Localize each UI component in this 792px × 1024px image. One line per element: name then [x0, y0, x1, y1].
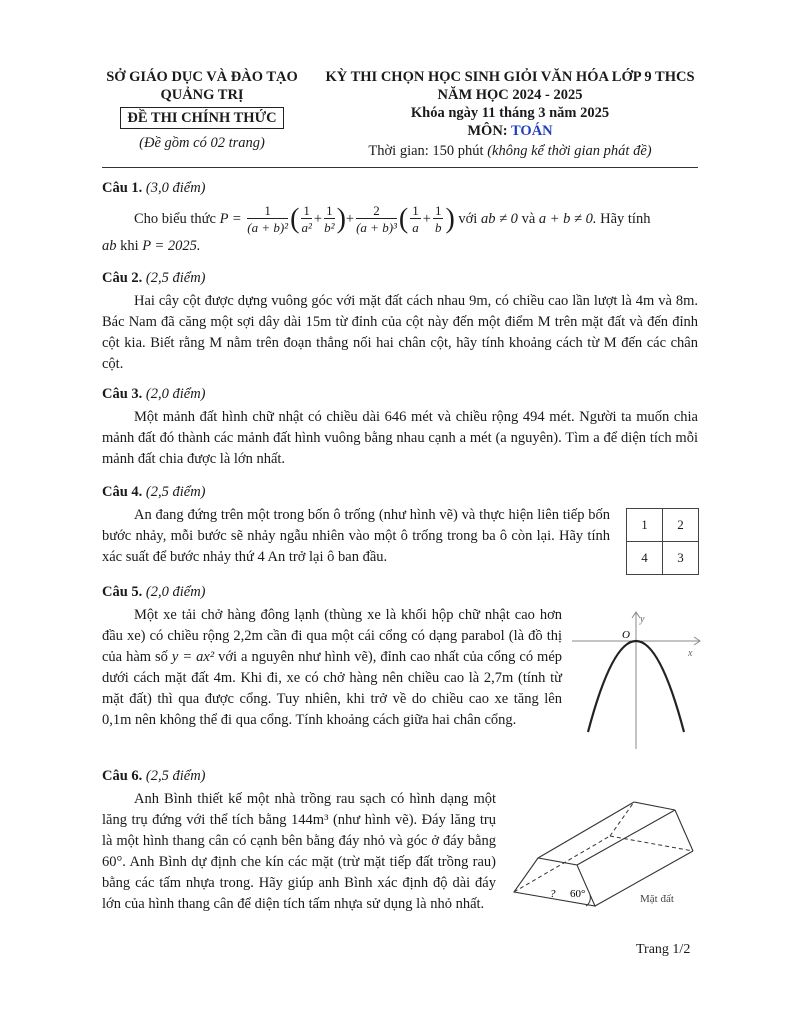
time-label: Thời gian: 150 phút	[368, 143, 484, 159]
time-line	[310, 142, 710, 160]
jump-grid	[626, 508, 699, 575]
subject-line	[310, 122, 710, 140]
question-heading	[102, 270, 698, 287]
question-points: (2,5 điểm)	[145, 768, 206, 784]
x-axis-label: x	[688, 648, 693, 659]
prism-edge	[577, 810, 675, 865]
question-3	[102, 386, 698, 470]
question-5	[102, 584, 562, 731]
prism-figure	[500, 785, 710, 920]
question-number: Câu 6.	[102, 768, 143, 784]
question-heading	[102, 386, 698, 403]
exam-date: Khóa ngày 11 tháng 3 năm 2025	[410, 105, 610, 121]
origin-label: O	[622, 629, 630, 641]
question-heading	[102, 484, 698, 501]
subject-name: TOÁN	[511, 123, 553, 139]
grid-cell: 4	[627, 542, 663, 575]
header-divider	[102, 167, 698, 168]
question-number: Câu 5.	[102, 584, 143, 600]
hidden-edge	[610, 802, 634, 836]
question-6	[102, 768, 496, 915]
task-tail: Hãy tính	[600, 210, 651, 227]
question-points: (3,0 điểm)	[145, 180, 206, 196]
fraction: $\frac{2}{\text{(a + b)³}}$	[356, 203, 397, 235]
question-heading	[102, 584, 562, 601]
formula-intro: Cho biểu thức	[134, 210, 216, 227]
question-text: Hai cây cột được dựng vuông góc với mặt đất cách nhau 9m, có chiều cao lần lượt là 4m và 8m. Bác Nam đã căng một sợi dây dài 15m từ đỉnh của cột này đến một điểm M trên mặt đất và đến đỉnh cột kia. Biết rằng M nằm trên đoạn thẳng nối hai chân cột, hãy tính khoảng cách từ M đến các chân cột.	[102, 293, 698, 372]
question-text: Một mảnh đất hình chữ nhật có chiều dài 646 mét và chiều rộng 494 mét. Người ta muốn chia mảnh đất đó thành các mảnh đất hình vuông bằng nhau cạnh a mét (a nguyên). Tìm a để diện tích mỗi mảnh đất chia được là lớn nhất.	[102, 409, 698, 467]
condition-2: a + b ≠ 0.	[538, 210, 597, 227]
exam-title: KỲ THI CHỌN HỌC SINH GIỎI VĂN HÓA LỚP 9 THCS	[325, 69, 695, 85]
question-number: Câu 2.	[102, 270, 143, 286]
question-text: An đang đứng trên một trong bốn ô trống (như hình vẽ) và thực hiện liên tiếp bốn bước nhảy, mỗi bước sẽ nhảy ngẫu nhiên vào một ô trống trong ba ô còn lại. Hãy tính xác suất để bước nhảy thứ 4 An trở lại ô ban đầu.	[102, 507, 610, 565]
question-number: Câu 3.	[102, 386, 143, 402]
hidden-edge	[610, 836, 693, 851]
pages-note: (Đề gồm có 02 trang)	[139, 135, 265, 151]
fraction: $\frac{1}{a}$	[412, 203, 419, 235]
header-right	[310, 68, 710, 160]
condition-1: ab ≠ 0	[480, 210, 518, 227]
grid-cell: 3	[663, 542, 699, 575]
task-word: khi	[120, 238, 139, 254]
formula-line: Cho biểu thức P = $\frac{1}{\text{(a + b)²}}$ ( $\frac{1}{\text{a²}}$ + $\frac{1}{\text{b²}}$ )+ $\frac{2}{\text{(a + b)³}}$ ( $\frac{1}{a}$ + $\frac{1}{b}$ ) với ab ≠ 0 và a + b ≠ 0. Hãy tính	[134, 203, 651, 235]
question-points: (2,0 điểm)	[145, 386, 206, 402]
unknown-base-label: ?	[550, 888, 556, 900]
header-left	[92, 68, 312, 152]
prism-edge	[675, 810, 693, 851]
question-points: (2,5 điểm)	[145, 484, 206, 500]
parabola-figure	[572, 604, 712, 754]
fraction: $\frac{1}{\text{a²}}$	[301, 203, 312, 235]
task-line	[102, 238, 698, 255]
y-axis-label: y	[640, 614, 645, 625]
department-name: SỞ GIÁO DỤC VÀ ĐÀO TẠO	[106, 69, 298, 85]
question-text: Một xe tải chở hàng đông lạnh (thùng xe là khối hộp chữ nhật cao hơn đầu xe) có chiều rộng 2,2m cần đi qua một cái cổng có dạng parabol (là đồ thị của hàm số y = ax² với a nguyên như hình vẽ), đỉnh cao nhất của cổng có mép dưới cách mặt đất 4m. Khi đi, xe có chở hàng nên chiều cao là 2,7m (tính từ mặt đất) thì qua được cổng. Tuy nhiên, khi trở về do chiều cao xe tăng lên 0,1m nên không thể đi qua cổng. Tính khoảng cách giữa hai chân cổng.	[102, 607, 563, 728]
prism-edge	[634, 802, 675, 810]
question-2	[102, 270, 698, 375]
question-text: Anh Bình thiết kế một nhà trồng rau sạch có hình dạng một lăng trụ đứng với thể tích bằng 144m³ (như hình vẽ). Đáy lăng trụ là một hình thang cân có cạnh bên bằng đáy nhỏ và góc ở đáy bằng 60°. Anh Bình dự định che kín các mặt (trừ mặt tiếp đất trồng rau) bằng các tấm nhựa trong. Hãy giúp anh Bình xác định độ dài đáy lớn của hình thang cân để diện tích tấm nhựa sử dụng là nhỏ nhất.	[102, 791, 496, 912]
question-heading	[102, 768, 496, 785]
ground-label: Mặt đất	[640, 893, 674, 905]
school-year: NĂM HỌC 2024 - 2025	[437, 87, 583, 103]
time-note: (không kể thời gian phát đề)	[487, 143, 652, 159]
fraction: $\frac{1}{\text{b²}}$	[324, 203, 335, 235]
page-number: Trang 1/2	[636, 942, 691, 957]
grid-cell: 2	[663, 509, 699, 542]
question-4	[102, 484, 698, 568]
question-points: (2,0 điểm)	[145, 584, 206, 600]
question-points: (2,5 điểm)	[145, 270, 206, 286]
grid-cell: 1	[627, 509, 663, 542]
task-value: P = 2025.	[142, 238, 201, 254]
condition-and: và	[521, 210, 536, 227]
official-exam-label: ĐỀ THI CHÍNH THỨC	[120, 107, 283, 129]
fraction: $\frac{1}{b}$	[434, 203, 442, 235]
condition-word: với	[458, 210, 478, 227]
question-1	[102, 180, 698, 255]
prism-edge	[538, 802, 634, 858]
province-name: QUẢNG TRỊ	[160, 87, 244, 103]
fraction: $\frac{1}{\text{(a + b)²}}$	[247, 203, 289, 235]
angle-label: 60°	[570, 888, 586, 900]
subject-label: MÔN:	[467, 123, 508, 139]
question-heading	[102, 180, 698, 197]
jump-grid-figure	[626, 508, 699, 575]
task-variable: ab	[102, 238, 117, 254]
question-number: Câu 4.	[102, 484, 143, 500]
question-number: Câu 1.	[102, 180, 143, 196]
formula-lhs: P =	[219, 210, 242, 227]
function-formula: y = ax²	[171, 649, 215, 665]
